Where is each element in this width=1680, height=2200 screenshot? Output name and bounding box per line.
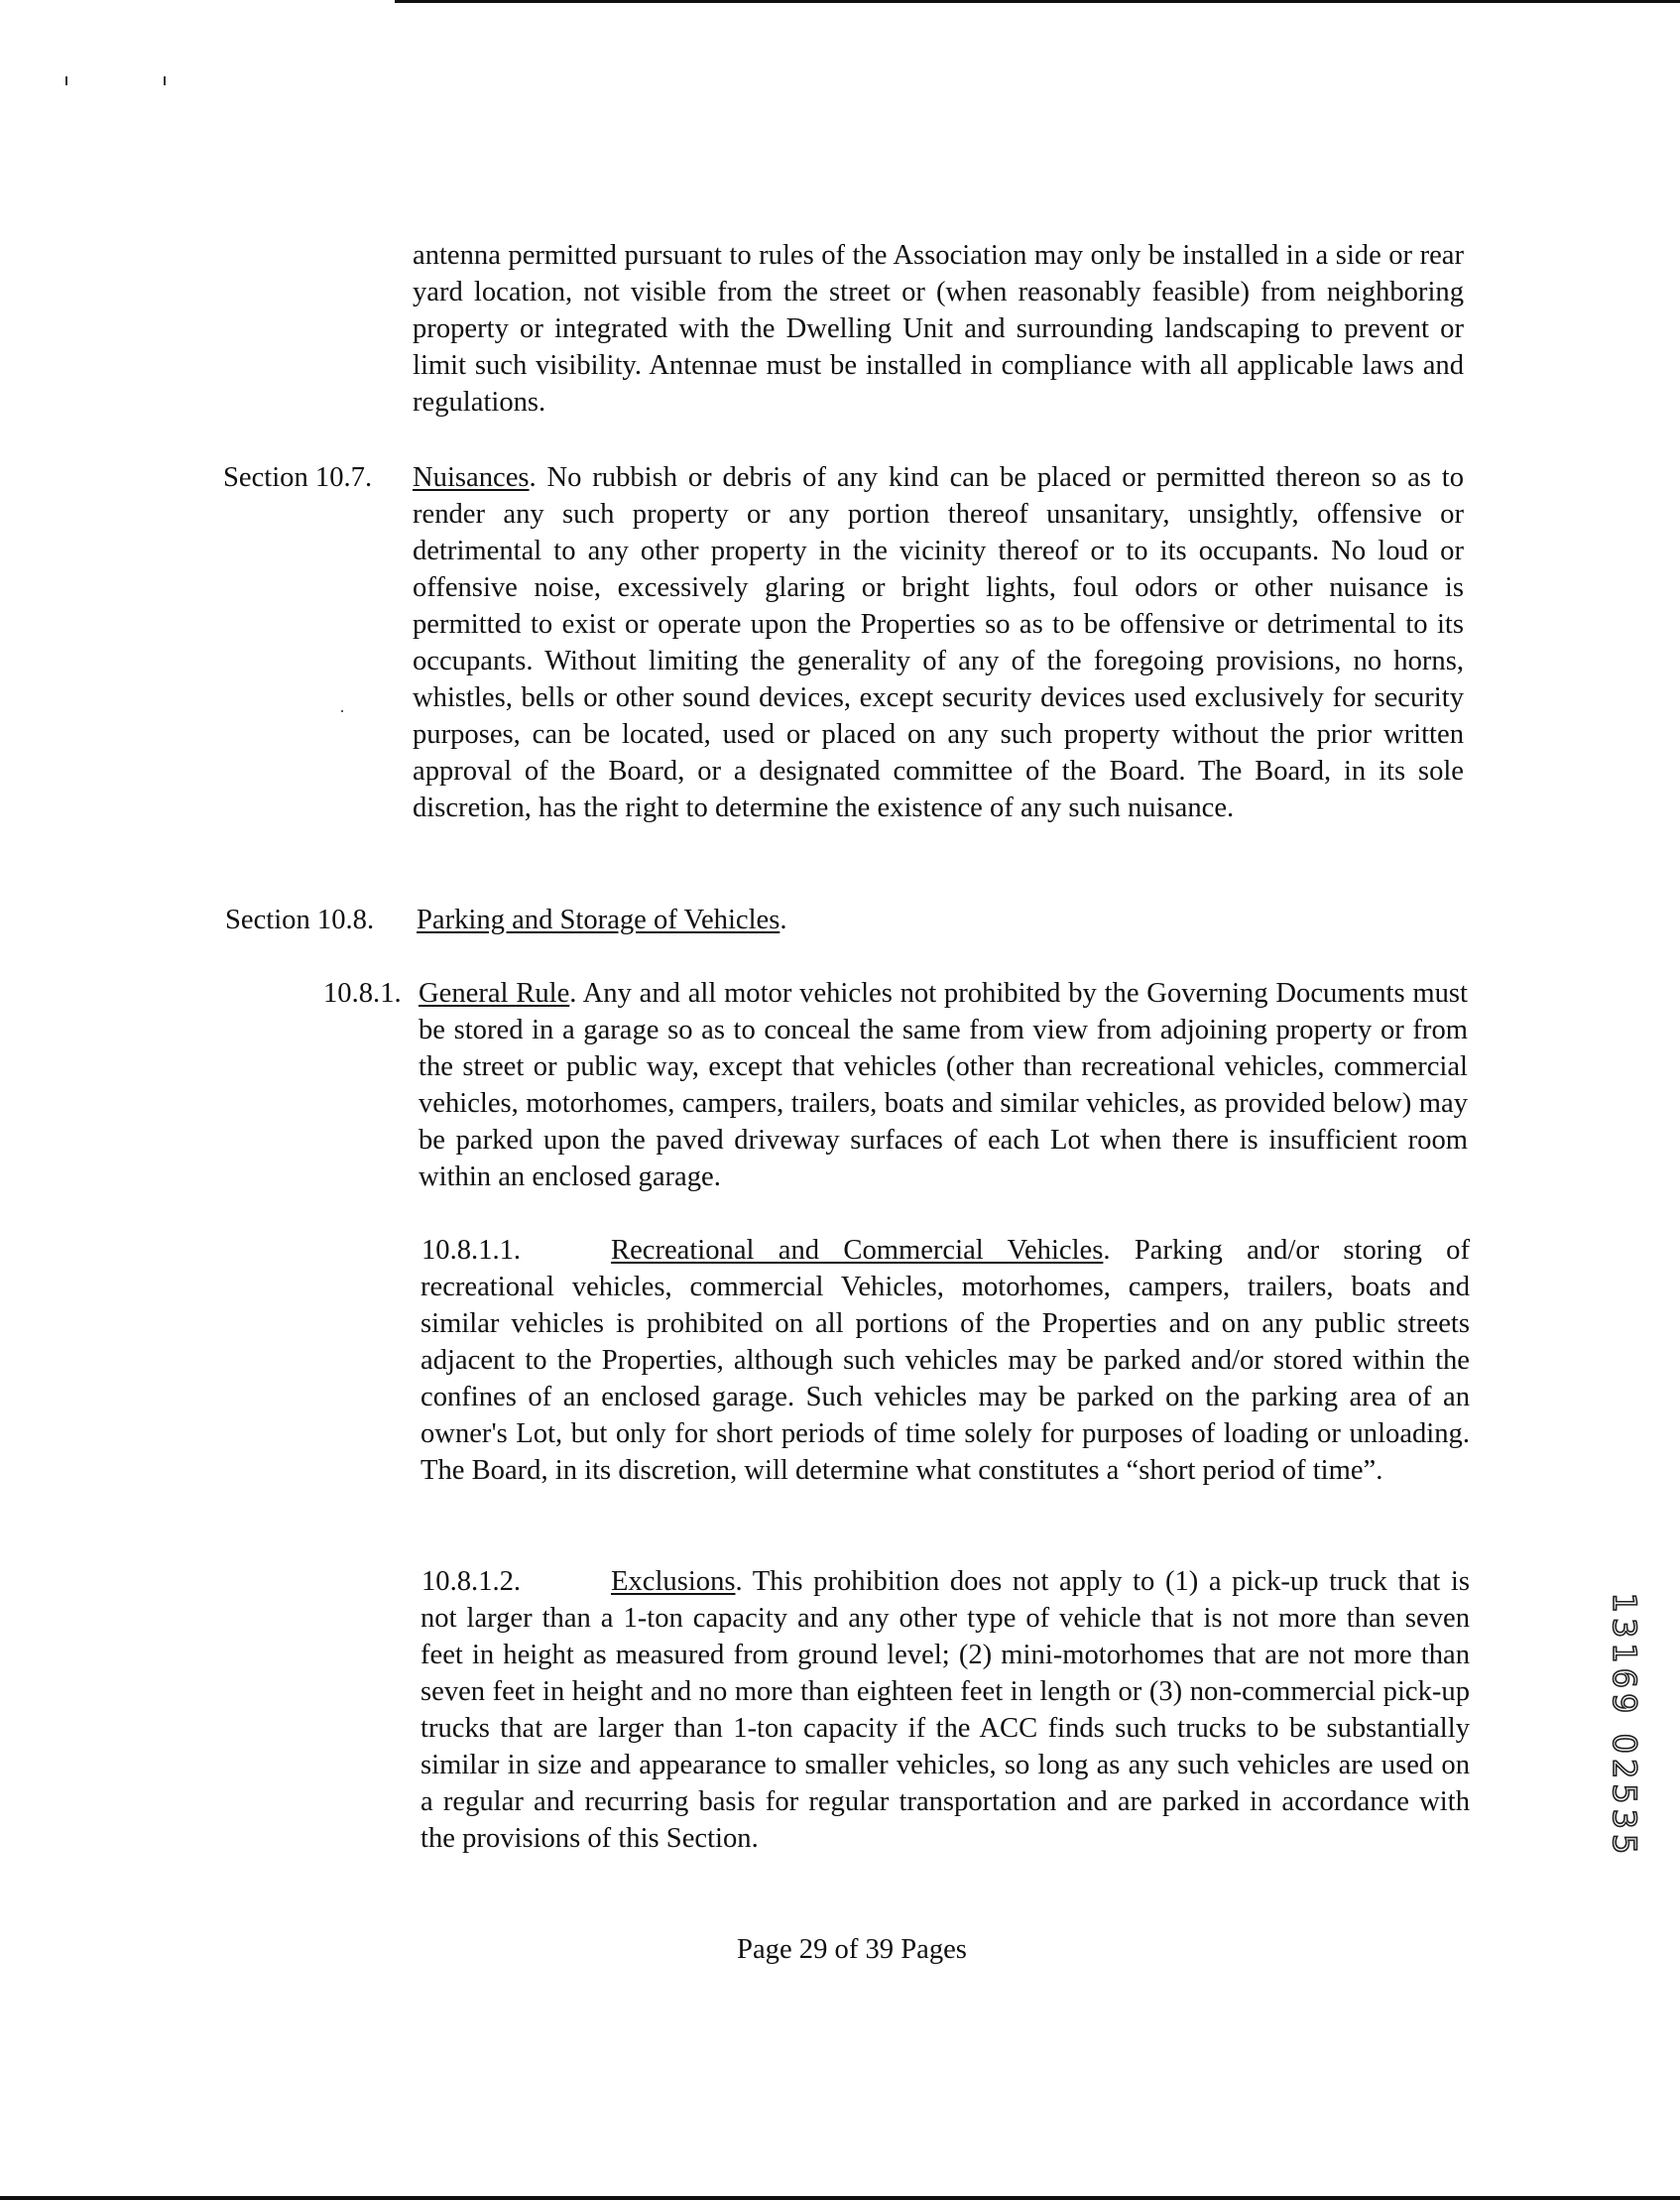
subsection-10-8-1-1-title: Recreational and Commercial Vehicles xyxy=(611,1235,1104,1266)
subsection-10-8-1-1-text: . Parking and/or storing of recreational vehicles, commercial Vehicles, motorhomes, campers, trailers, boats and similar vehicles is prohibited on all portions of the Properties and on any public streets adjacent to the Properties, although such vehicles may be parked and/or stored within the confines of an enclosed garage. Such vehicles may be parked on the parking area of an owner's Lot, but only for short periods of time solely for purposes of loading or unloading. The Board, in its discretion, will determine what constitutes a “short period of time”. xyxy=(420,1235,1470,1486)
subsection-10-8-1-paragraph xyxy=(419,975,1468,1195)
subsection-10-8-1-title: General Rule xyxy=(419,978,570,1009)
recording-stamp-text: 13169 02535 xyxy=(1606,1592,1643,1860)
subsection-10-8-1-2-text: . This prohibition does not apply to (1) a pick-up truck that is not larger than a 1-ton capacity and any other type of vehicle that is not more than seven feet in height as measured from ground level; (2) mini-motorhomes that are not more than seven feet in height and no more than eighteen feet in length or (3) non-commercial pick-up trucks that are larger than 1-ton capacity if the ACC finds such trucks to be substantially similar in size and appearance to smaller vehicles, so long as any such vehicles are used on a regular and recurring basis for regular transportation and are parked in accordance with the provisions of this Section. xyxy=(420,1566,1470,1854)
scan-mark xyxy=(65,76,67,85)
subsection-10-8-1-number: 10.8.1. xyxy=(323,978,402,1009)
page-footer: Page 29 of 39 Pages xyxy=(737,1934,967,1965)
section-10-7-number: Section 10.7. xyxy=(223,462,373,493)
section-10-7-text: . No rubbish or debris of any kind can be placed or permitted thereon so as to render any such property or any portion thereof unsanitary, unsightly, offensive or detrimental to any other property in the vicinity thereof or to its occupants. No loud or offensive noise, excessively glaring or bright lights, foul odors or other nuisance is permitted to exist or operate upon the Properties so as to be offensive or detrimental to its occupants. Without limiting the generality of any of the foregoing provisions, no horns, whistles, bells or other sound devices, except security devices used exclusively for security purposes, can be located, used or placed on any such property without the prior written approval of the Board, or a designated committee of the Board. The Board, in its sole discretion, has the right to determine the existence of any such nuisance. xyxy=(413,462,1464,823)
top-border-line xyxy=(395,0,1680,3)
bottom-border-line xyxy=(0,2196,1680,2200)
scan-speck xyxy=(341,710,343,712)
subsection-10-8-1-2-paragraph xyxy=(420,1563,1470,1857)
section-10-8-title: Parking and Storage of Vehicles xyxy=(417,905,780,935)
section-10-8-number: Section 10.8. xyxy=(225,905,375,935)
section-10-7-title: Nuisances xyxy=(413,462,530,493)
recording-stamp xyxy=(1605,1577,1644,1875)
continuation-paragraph: antenna permitted pursuant to rules of the Association may only be installed in a side or rear yard location, not visible from the street or (when reasonably feasible) from neighboring property or integrated with the Dwelling Unit and surrounding landscaping to prevent or limit such visibility. Antennae must be installed in compliance with all applicable laws and regulations. xyxy=(413,240,1464,418)
subsection-10-8-1-1-paragraph xyxy=(420,1232,1470,1489)
subsection-10-8-1-2-number: 10.8.1.2. xyxy=(421,1566,522,1597)
subsection-10-8-1-text: . Any and all motor vehicles not prohibited by the Governing Documents must be stored in a garage so as to conceal the same from view from adjoining property or from the street or public way, except that vehicles (other than recreational vehicles, commercial vehicles, motorhomes, campers, trailers, boats and similar vehicles, as provided below) may be parked upon the paved driveway surfaces of each Lot when there is insufficient room within an enclosed garage. xyxy=(419,978,1469,1192)
scan-mark xyxy=(164,76,166,85)
section-10-7-paragraph xyxy=(413,459,1464,826)
subsection-10-8-1-1-number: 10.8.1.1. xyxy=(421,1235,522,1266)
section-10-8-heading xyxy=(417,902,787,938)
subsection-10-8-1-2-title: Exclusions xyxy=(611,1566,736,1597)
section-10-8-title-punct: . xyxy=(780,905,787,935)
